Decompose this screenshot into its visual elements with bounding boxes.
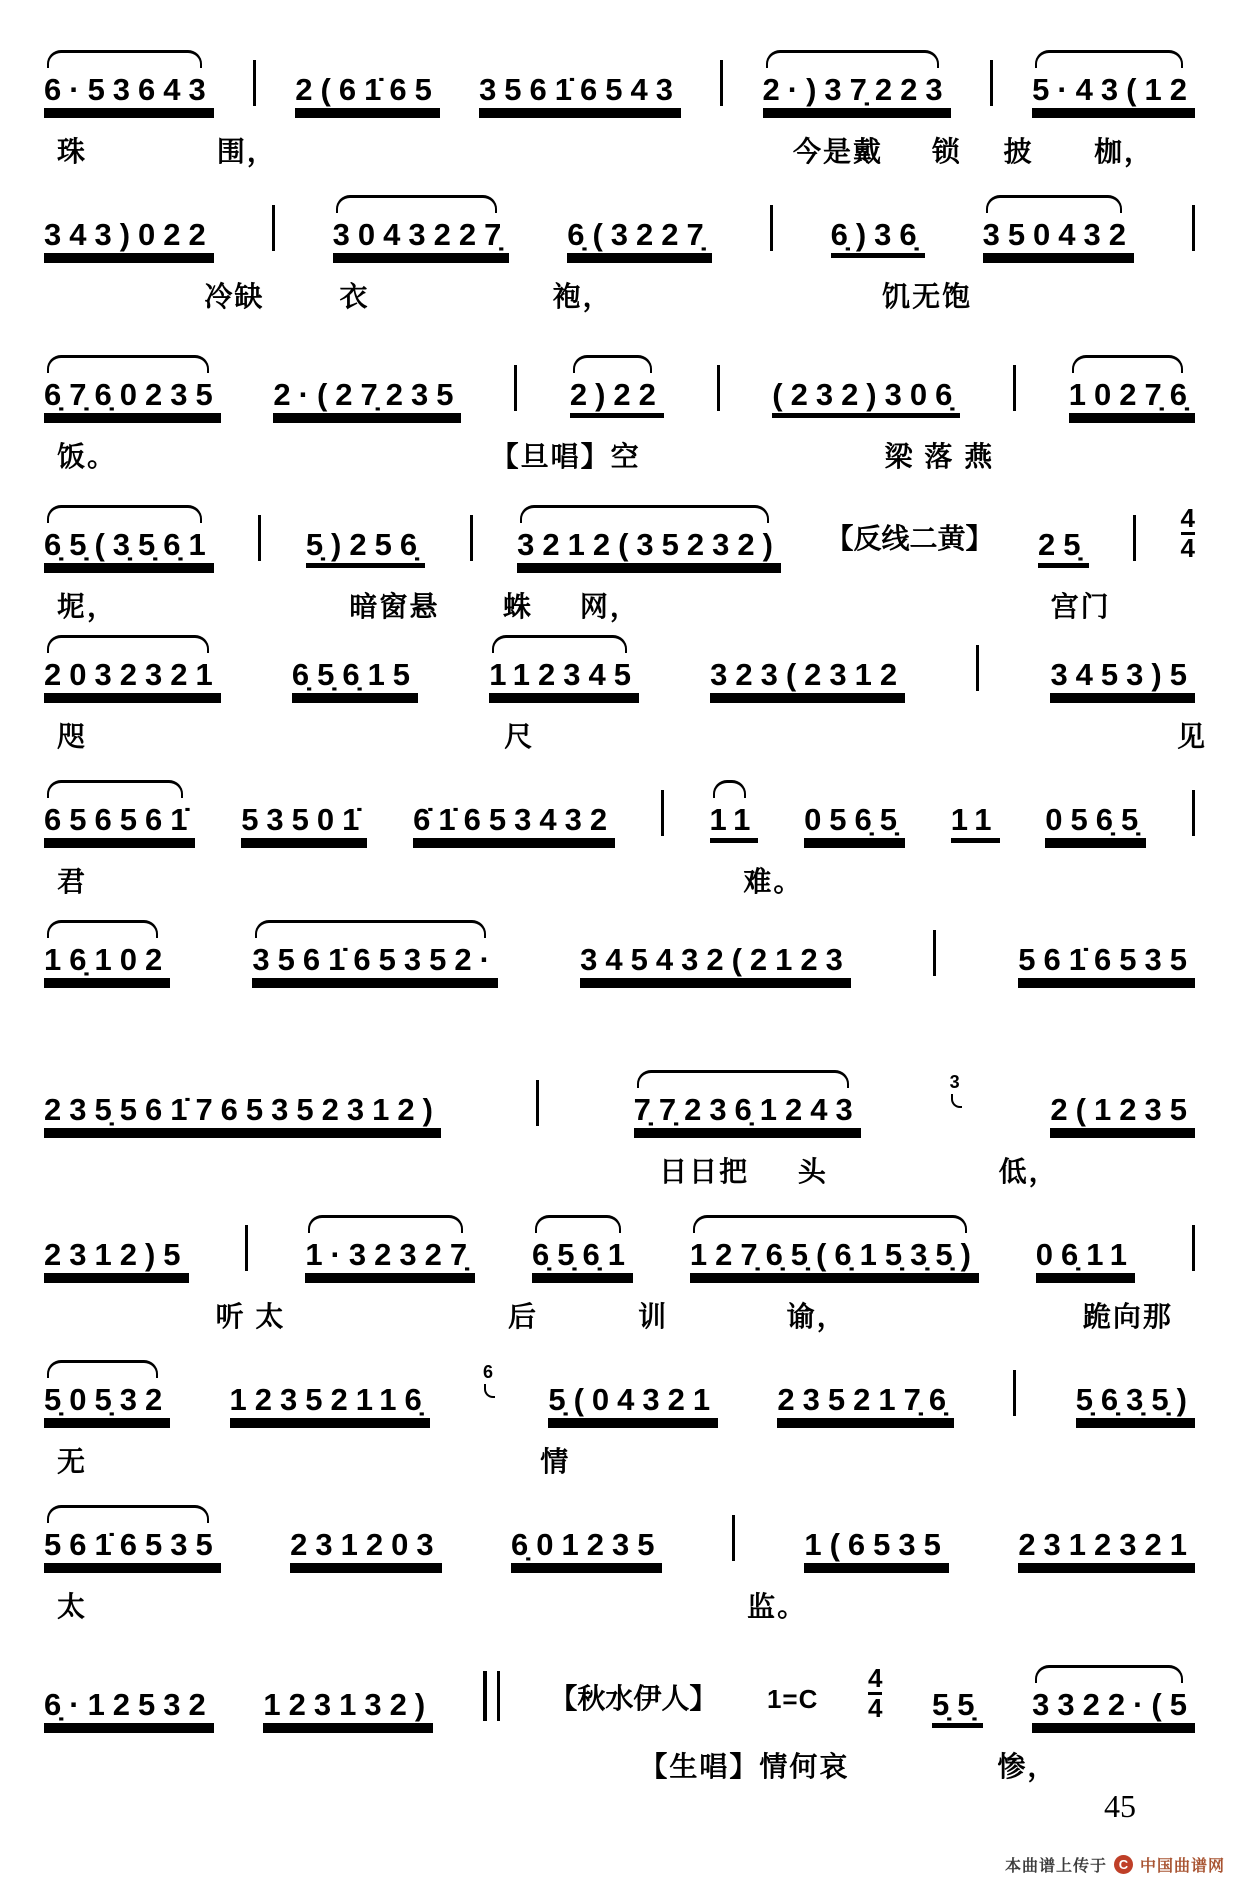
notation-token: 5̣05̣32 xyxy=(44,1384,170,1418)
slur-arc xyxy=(47,1505,209,1523)
notation-token: 561̇6535 xyxy=(1018,942,1195,977)
time-signature: 4 4 xyxy=(867,1663,883,1724)
notation-token: 6̣01235 xyxy=(511,1527,663,1562)
lyric-syllable: 冷缺 xyxy=(204,281,265,312)
barline xyxy=(976,645,979,691)
lyric-syllable: 跪向那 xyxy=(1082,1301,1173,1332)
lyric-syllable: 饭。 xyxy=(56,441,117,472)
barline xyxy=(720,60,723,106)
notation-token: 5̣6̣3̣5̣) xyxy=(1075,1382,1195,1417)
lyric-syllable: 蛛 xyxy=(503,590,534,622)
grace-note: 6 xyxy=(483,1362,495,1398)
notation-system xyxy=(0,505,1239,625)
notation-system xyxy=(0,1072,1239,1190)
notation-token: 11 xyxy=(950,802,1000,837)
notation-token: 16̣102 xyxy=(44,944,170,978)
notation-token: 231203 xyxy=(290,1527,442,1562)
barline xyxy=(470,515,473,561)
lyric-syllable: 枷， xyxy=(1094,136,1155,167)
lyric-syllable: 日日把 xyxy=(659,1156,750,1187)
lyric-syllable: 低， xyxy=(998,1156,1059,1187)
slur-arc xyxy=(1072,355,1183,373)
watermark-text: 本曲谱上传于 xyxy=(1004,1858,1107,1875)
barline xyxy=(1192,1225,1195,1271)
slur-arc xyxy=(47,920,158,938)
slur-arc xyxy=(1035,50,1183,68)
notation-token: 2(61̇65 xyxy=(295,72,440,107)
lyric-syllable: 情 xyxy=(540,1446,571,1477)
notation-token: 7̣7̣236̣1243 xyxy=(634,1094,861,1128)
notation-token: 350432 xyxy=(983,219,1134,253)
notation-token: 6̣)36̣ xyxy=(830,217,925,252)
lyric-syllable: 头 xyxy=(797,1156,828,1187)
lyric-syllable: 后 xyxy=(507,1301,538,1332)
notation-token: 1·32327̣ xyxy=(305,1239,475,1273)
notation-token: 343)022 xyxy=(44,217,214,252)
notation-token: 235̣561̇765352312) xyxy=(44,1092,441,1127)
lyric-syllable: 无 xyxy=(56,1446,87,1477)
barline xyxy=(258,515,261,561)
notation-token: 6̣5̣6̣15 xyxy=(291,657,419,692)
slur-arc xyxy=(573,355,652,373)
slur-arc xyxy=(255,920,486,938)
slur-arc xyxy=(535,1215,621,1233)
notation-token: (232)306̣ xyxy=(772,377,961,412)
lyric-syllable: 围， xyxy=(216,136,277,167)
notation-row xyxy=(0,1362,1239,1418)
barline xyxy=(253,60,256,106)
barline xyxy=(661,790,664,836)
barline xyxy=(272,205,275,251)
notation-token: 3212(35232) xyxy=(517,529,781,563)
notation-row xyxy=(0,930,1239,978)
notation-token: 123132) xyxy=(263,1686,434,1722)
lyric-syllable: 太 xyxy=(56,1591,87,1622)
notation-system xyxy=(0,930,1239,1040)
lyric-syllable: 训 xyxy=(638,1301,669,1332)
notation-token: 6̇1̇653432 xyxy=(413,802,616,837)
barline xyxy=(933,930,936,976)
notation-token: 2)22 xyxy=(570,379,664,413)
notation-token: 112345 xyxy=(489,659,639,693)
barline xyxy=(990,60,993,106)
lyric-syllable: 暗窗悬 xyxy=(349,590,440,622)
lyric-syllable: 锁 xyxy=(931,136,962,167)
notation-token: 06̣11 xyxy=(1035,1237,1136,1272)
notation-token: 3453)5 xyxy=(1050,657,1195,692)
notation-row xyxy=(0,60,1239,108)
slur-arc xyxy=(986,195,1122,213)
notation-system xyxy=(0,1515,1239,1625)
notation-row xyxy=(0,1072,1239,1128)
notation-token: 3043227̣ xyxy=(333,219,510,253)
notation-token: 6̣7̣6̣0235 xyxy=(44,379,221,413)
grace-note: 3 xyxy=(950,1072,962,1108)
notation-token: 5̣(04321 xyxy=(548,1382,719,1417)
notation-system xyxy=(0,205,1239,315)
notation-system xyxy=(0,1225,1239,1335)
lyric-syllable: 谕， xyxy=(786,1301,847,1332)
lyric-syllable: 宫门 xyxy=(1050,590,1111,622)
slur-arc xyxy=(47,505,202,523)
lyric-syllable: 坭， xyxy=(56,590,117,622)
slur-arc xyxy=(47,780,183,798)
lyric-row xyxy=(0,1745,1239,1785)
notation-token: 2(1235 xyxy=(1050,1092,1195,1127)
slur-arc xyxy=(336,195,498,213)
notation-token: 6̣·12532 xyxy=(44,1686,214,1722)
notation-token: 3561̇6543 xyxy=(479,72,681,107)
slur-arc xyxy=(492,635,627,653)
lyric-row xyxy=(0,1000,1239,1040)
lyric-syllable: 饥无饱 xyxy=(882,281,973,312)
lyric-row xyxy=(0,715,1239,755)
slur-arc xyxy=(47,1360,158,1378)
section-label: 【秋水伊人】 xyxy=(549,1682,718,1714)
notation-token: 3561̇65352· xyxy=(252,944,498,978)
lyric-row xyxy=(0,1585,1239,1625)
notation-row xyxy=(0,790,1239,838)
notation-row xyxy=(0,1665,1239,1723)
lyric-row xyxy=(0,1440,1239,1480)
barline xyxy=(770,205,773,251)
lyric-syllable: 监。 xyxy=(747,1591,808,1622)
lyric-row xyxy=(0,130,1239,170)
slur-arc xyxy=(520,505,769,523)
notation-row xyxy=(0,645,1239,693)
lyric-syllable: 袍， xyxy=(552,281,613,312)
watermark-site-name: 中国曲谱网 xyxy=(1139,1858,1225,1875)
lyric-syllable: 衣 xyxy=(339,281,370,312)
notation-token: 235217̣6̣ xyxy=(777,1382,955,1417)
notation-system xyxy=(0,1362,1239,1480)
time-signature: 4 4 xyxy=(1180,503,1195,564)
barline xyxy=(1133,515,1136,561)
lyric-syllable: 惨， xyxy=(997,1750,1058,1782)
notation-token: 2·(27̣235 xyxy=(273,377,462,412)
barline xyxy=(732,1515,735,1561)
notation-token: 3322·(5 xyxy=(1032,1689,1195,1723)
lyric-row xyxy=(0,860,1239,900)
notation-token: 2032321 xyxy=(44,659,221,693)
notation-system xyxy=(0,790,1239,900)
notation-token: 127̣6̣5̣(6̣15̣3̣5̣) xyxy=(690,1239,979,1273)
lyric-syllable: 尺 xyxy=(504,721,535,752)
lyric-syllable: 咫 xyxy=(56,721,87,752)
notation-token: 6̣(3227̣ xyxy=(567,217,712,252)
notation-row xyxy=(0,505,1239,563)
lyric-syllable: 梁 落 燕 xyxy=(884,441,995,472)
notation-token: 6̣5̣6̣1 xyxy=(532,1239,633,1273)
barline xyxy=(1013,1370,1016,1416)
section-label: 【反线二黄】 xyxy=(825,522,994,554)
notation-token: 6·53643 xyxy=(44,74,214,108)
notation-token: 656561̇ xyxy=(44,804,195,838)
lyric-syllable: 【生唱】情何哀 xyxy=(639,1750,850,1782)
notation-token: 2312)5 xyxy=(44,1237,189,1272)
lyric-row xyxy=(0,275,1239,315)
lyric-syllable: 网， xyxy=(579,590,640,622)
barline xyxy=(245,1225,248,1271)
slur-arc xyxy=(308,1215,463,1233)
notation-token: 25̣ xyxy=(1038,526,1089,562)
key-signature: 1=C xyxy=(766,1683,819,1714)
barline xyxy=(1013,365,1016,411)
notation-token: 5̣)256̣ xyxy=(305,526,426,562)
notation-system xyxy=(0,365,1239,475)
barline xyxy=(1192,790,1195,836)
lyric-syllable: 【旦唱】空 xyxy=(490,441,641,472)
notation-token: 561̇6535 xyxy=(44,1529,221,1563)
slur-arc xyxy=(47,635,209,653)
barline xyxy=(536,1080,539,1126)
notation-token: 6̣5̣(3̣5̣6̣1 xyxy=(44,529,214,563)
slur-arc xyxy=(766,50,939,68)
notation-token: 1(6535 xyxy=(804,1527,949,1562)
lyric-row xyxy=(0,1295,1239,1335)
notation-row xyxy=(0,1225,1239,1273)
notation-token: 1027̣6̣ xyxy=(1069,379,1195,413)
slur-arc xyxy=(693,1215,967,1233)
notation-token: 056̣5̣ xyxy=(1045,802,1147,837)
lyric-syllable: 难。 xyxy=(743,866,804,897)
lyric-syllable: 君 xyxy=(56,866,87,897)
notation-token: 345432(2123 xyxy=(580,942,851,977)
lyric-row xyxy=(0,585,1239,625)
notation-token: 11 xyxy=(710,804,759,838)
lyric-syllable: 珠 xyxy=(56,136,87,167)
lyric-syllable: 听 太 xyxy=(215,1301,286,1332)
lyric-syllable: 见 xyxy=(1177,721,1208,752)
notation-token: 2·)37̣223 xyxy=(763,74,951,108)
notation-row xyxy=(0,365,1239,413)
notation-token: 5̣5̣ xyxy=(932,1686,983,1722)
barline xyxy=(514,365,517,411)
barline xyxy=(1192,205,1195,251)
notation-token: 2312321 xyxy=(1018,1527,1195,1562)
notation-token: 53501̇ xyxy=(241,802,368,837)
slur-arc xyxy=(713,780,747,798)
lyric-row xyxy=(0,435,1239,475)
notation-system xyxy=(0,60,1239,170)
slur-arc xyxy=(47,355,209,373)
notation-system xyxy=(0,1665,1239,1785)
page-number: 45 xyxy=(1104,1788,1136,1824)
lyric-syllable: 今是戴 xyxy=(792,136,883,167)
notation-token: 056̣5̣ xyxy=(804,802,906,837)
notation-row xyxy=(0,205,1239,253)
barline xyxy=(717,365,720,411)
slur-arc xyxy=(1035,1665,1183,1683)
lyric-row xyxy=(0,1150,1239,1190)
lyric-syllable: 披 xyxy=(1003,136,1034,167)
notation-token: 323(2312 xyxy=(710,657,906,692)
notation-token: 5·43(12 xyxy=(1032,74,1195,108)
notation-row xyxy=(0,1515,1239,1563)
slur-arc xyxy=(637,1070,849,1088)
slur-arc xyxy=(47,50,202,68)
notation-token: 12352116̣ xyxy=(229,1382,430,1417)
barline xyxy=(483,1671,500,1721)
watermark xyxy=(1005,1853,1225,1876)
notation-system xyxy=(0,645,1239,755)
site-logo-icon: C xyxy=(1114,1855,1133,1874)
